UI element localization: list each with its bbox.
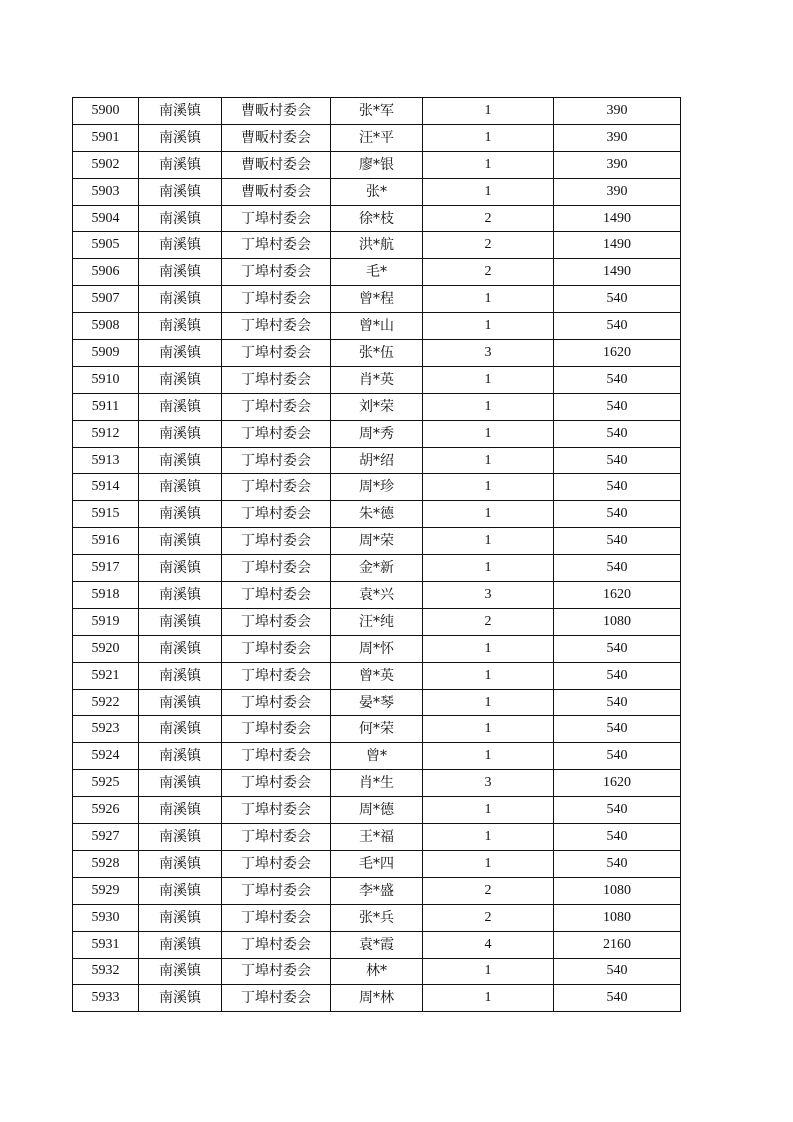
member-count-cell: 1 — [423, 393, 554, 420]
person-name-cell: 周*林 — [331, 985, 423, 1012]
amount-cell: 390 — [554, 151, 681, 178]
town-cell: 南溪镇 — [139, 178, 222, 205]
village-committee-cell: 丁埠村委会 — [222, 205, 331, 232]
table-row — [73, 393, 681, 420]
member-count-cell: 1 — [423, 528, 554, 555]
village-committee-cell: 丁埠村委会 — [222, 286, 331, 313]
member-count-cell: 1 — [423, 850, 554, 877]
table-row — [73, 340, 681, 367]
person-name-cell: 李*盛 — [331, 877, 423, 904]
person-name-cell: 周*德 — [331, 797, 423, 824]
person-name-cell: 周*荣 — [331, 528, 423, 555]
table-row — [73, 420, 681, 447]
amount-cell: 540 — [554, 689, 681, 716]
town-cell: 南溪镇 — [139, 259, 222, 286]
person-name-cell: 胡*绍 — [331, 447, 423, 474]
village-committee-cell: 丁埠村委会 — [222, 528, 331, 555]
member-count-cell: 1 — [423, 635, 554, 662]
serial-number-cell: 5919 — [73, 608, 139, 635]
member-count-cell: 3 — [423, 582, 554, 609]
member-count-cell: 1 — [423, 178, 554, 205]
person-name-cell: 袁*霞 — [331, 931, 423, 958]
table-row — [73, 662, 681, 689]
table-row — [73, 205, 681, 232]
table-row — [73, 689, 681, 716]
member-count-cell: 3 — [423, 340, 554, 367]
town-cell: 南溪镇 — [139, 393, 222, 420]
member-count-cell: 2 — [423, 608, 554, 635]
table-row — [73, 904, 681, 931]
person-name-cell: 张* — [331, 178, 423, 205]
serial-number-cell: 5913 — [73, 447, 139, 474]
member-count-cell: 1 — [423, 985, 554, 1012]
town-cell: 南溪镇 — [139, 528, 222, 555]
table-row — [73, 528, 681, 555]
town-cell: 南溪镇 — [139, 286, 222, 313]
person-name-cell: 袁*兴 — [331, 582, 423, 609]
person-name-cell: 何*荣 — [331, 716, 423, 743]
town-cell: 南溪镇 — [139, 824, 222, 851]
town-cell: 南溪镇 — [139, 716, 222, 743]
member-count-cell: 2 — [423, 877, 554, 904]
amount-cell: 1620 — [554, 582, 681, 609]
table-row — [73, 474, 681, 501]
town-cell: 南溪镇 — [139, 501, 222, 528]
person-name-cell: 周*怀 — [331, 635, 423, 662]
amount-cell: 540 — [554, 743, 681, 770]
amount-cell: 1490 — [554, 232, 681, 259]
table-row — [73, 931, 681, 958]
town-cell: 南溪镇 — [139, 797, 222, 824]
town-cell: 南溪镇 — [139, 662, 222, 689]
town-cell: 南溪镇 — [139, 958, 222, 985]
person-name-cell: 洪*航 — [331, 232, 423, 259]
village-committee-cell: 曹畈村委会 — [222, 178, 331, 205]
member-count-cell: 1 — [423, 151, 554, 178]
amount-cell: 390 — [554, 124, 681, 151]
person-name-cell: 曾*山 — [331, 313, 423, 340]
serial-number-cell: 5912 — [73, 420, 139, 447]
member-count-cell: 1 — [423, 420, 554, 447]
table-row — [73, 313, 681, 340]
person-name-cell: 汪*纯 — [331, 608, 423, 635]
member-count-cell: 2 — [423, 259, 554, 286]
town-cell: 南溪镇 — [139, 608, 222, 635]
member-count-cell: 1 — [423, 313, 554, 340]
member-count-cell: 1 — [423, 447, 554, 474]
serial-number-cell: 5923 — [73, 716, 139, 743]
table-row — [73, 501, 681, 528]
serial-number-cell: 5920 — [73, 635, 139, 662]
village-committee-cell: 丁埠村委会 — [222, 447, 331, 474]
amount-cell: 540 — [554, 850, 681, 877]
town-cell: 南溪镇 — [139, 635, 222, 662]
member-count-cell: 2 — [423, 232, 554, 259]
village-committee-cell: 丁埠村委会 — [222, 743, 331, 770]
serial-number-cell: 5925 — [73, 770, 139, 797]
table-row — [73, 850, 681, 877]
town-cell: 南溪镇 — [139, 420, 222, 447]
serial-number-cell: 5926 — [73, 797, 139, 824]
amount-cell: 1490 — [554, 205, 681, 232]
member-count-cell: 1 — [423, 716, 554, 743]
table-row — [73, 797, 681, 824]
serial-number-cell: 5914 — [73, 474, 139, 501]
town-cell: 南溪镇 — [139, 743, 222, 770]
table-row — [73, 178, 681, 205]
record-table-body — [73, 98, 681, 1012]
village-committee-cell: 丁埠村委会 — [222, 393, 331, 420]
member-count-cell: 1 — [423, 124, 554, 151]
member-count-cell: 1 — [423, 366, 554, 393]
person-name-cell: 徐*枝 — [331, 205, 423, 232]
serial-number-cell: 5922 — [73, 689, 139, 716]
table-row — [73, 877, 681, 904]
member-count-cell: 1 — [423, 555, 554, 582]
serial-number-cell: 5911 — [73, 393, 139, 420]
village-committee-cell: 丁埠村委会 — [222, 824, 331, 851]
serial-number-cell: 5924 — [73, 743, 139, 770]
person-name-cell: 毛* — [331, 259, 423, 286]
serial-number-cell: 5908 — [73, 313, 139, 340]
serial-number-cell: 5910 — [73, 366, 139, 393]
member-count-cell: 1 — [423, 958, 554, 985]
village-committee-cell: 丁埠村委会 — [222, 232, 331, 259]
table-row — [73, 124, 681, 151]
person-name-cell: 周*珍 — [331, 474, 423, 501]
amount-cell: 390 — [554, 178, 681, 205]
town-cell: 南溪镇 — [139, 931, 222, 958]
village-committee-cell: 丁埠村委会 — [222, 340, 331, 367]
member-count-cell: 2 — [423, 904, 554, 931]
table-row — [73, 98, 681, 125]
town-cell: 南溪镇 — [139, 555, 222, 582]
member-count-cell: 1 — [423, 824, 554, 851]
serial-number-cell: 5917 — [73, 555, 139, 582]
town-cell: 南溪镇 — [139, 850, 222, 877]
table-row — [73, 232, 681, 259]
serial-number-cell: 5918 — [73, 582, 139, 609]
village-committee-cell: 丁埠村委会 — [222, 770, 331, 797]
person-name-cell: 曾*英 — [331, 662, 423, 689]
person-name-cell: 张*兵 — [331, 904, 423, 931]
village-committee-cell: 曹畈村委会 — [222, 151, 331, 178]
person-name-cell: 朱*德 — [331, 501, 423, 528]
person-name-cell: 汪*平 — [331, 124, 423, 151]
town-cell: 南溪镇 — [139, 98, 222, 125]
member-count-cell: 1 — [423, 743, 554, 770]
town-cell: 南溪镇 — [139, 232, 222, 259]
town-cell: 南溪镇 — [139, 985, 222, 1012]
serial-number-cell: 5902 — [73, 151, 139, 178]
amount-cell: 540 — [554, 662, 681, 689]
village-committee-cell: 丁埠村委会 — [222, 420, 331, 447]
village-committee-cell: 丁埠村委会 — [222, 797, 331, 824]
record-table — [72, 97, 681, 1012]
amount-cell: 540 — [554, 985, 681, 1012]
serial-number-cell: 5907 — [73, 286, 139, 313]
amount-cell: 390 — [554, 98, 681, 125]
person-name-cell: 廖*银 — [331, 151, 423, 178]
village-committee-cell: 丁埠村委会 — [222, 608, 331, 635]
table-row — [73, 366, 681, 393]
amount-cell: 540 — [554, 474, 681, 501]
table-row — [73, 608, 681, 635]
member-count-cell: 1 — [423, 689, 554, 716]
amount-cell: 540 — [554, 528, 681, 555]
member-count-cell: 1 — [423, 662, 554, 689]
amount-cell: 540 — [554, 501, 681, 528]
amount-cell: 540 — [554, 447, 681, 474]
amount-cell: 540 — [554, 824, 681, 851]
serial-number-cell: 5900 — [73, 98, 139, 125]
person-name-cell: 金*新 — [331, 555, 423, 582]
serial-number-cell: 5915 — [73, 501, 139, 528]
amount-cell: 1490 — [554, 259, 681, 286]
table-row — [73, 286, 681, 313]
village-committee-cell: 丁埠村委会 — [222, 985, 331, 1012]
town-cell: 南溪镇 — [139, 582, 222, 609]
person-name-cell: 肖*英 — [331, 366, 423, 393]
table-row — [73, 770, 681, 797]
person-name-cell: 张*伍 — [331, 340, 423, 367]
serial-number-cell: 5933 — [73, 985, 139, 1012]
person-name-cell: 毛*四 — [331, 850, 423, 877]
person-name-cell: 晏*琴 — [331, 689, 423, 716]
town-cell: 南溪镇 — [139, 366, 222, 393]
village-committee-cell: 丁埠村委会 — [222, 958, 331, 985]
village-committee-cell: 丁埠村委会 — [222, 582, 331, 609]
village-committee-cell: 曹畈村委会 — [222, 124, 331, 151]
person-name-cell: 肖*生 — [331, 770, 423, 797]
amount-cell: 1080 — [554, 877, 681, 904]
table-row — [73, 716, 681, 743]
member-count-cell: 1 — [423, 501, 554, 528]
town-cell: 南溪镇 — [139, 124, 222, 151]
village-committee-cell: 丁埠村委会 — [222, 366, 331, 393]
serial-number-cell: 5931 — [73, 931, 139, 958]
serial-number-cell: 5916 — [73, 528, 139, 555]
serial-number-cell: 5906 — [73, 259, 139, 286]
town-cell: 南溪镇 — [139, 474, 222, 501]
serial-number-cell: 5901 — [73, 124, 139, 151]
person-name-cell: 林* — [331, 958, 423, 985]
amount-cell: 1620 — [554, 770, 681, 797]
member-count-cell: 4 — [423, 931, 554, 958]
town-cell: 南溪镇 — [139, 313, 222, 340]
serial-number-cell: 5909 — [73, 340, 139, 367]
member-count-cell: 1 — [423, 98, 554, 125]
serial-number-cell: 5903 — [73, 178, 139, 205]
member-count-cell: 1 — [423, 474, 554, 501]
table-row — [73, 985, 681, 1012]
village-committee-cell: 丁埠村委会 — [222, 716, 331, 743]
table-row — [73, 151, 681, 178]
town-cell: 南溪镇 — [139, 689, 222, 716]
amount-cell: 1080 — [554, 608, 681, 635]
amount-cell: 540 — [554, 393, 681, 420]
person-name-cell: 曾* — [331, 743, 423, 770]
amount-cell: 540 — [554, 716, 681, 743]
table-row — [73, 635, 681, 662]
member-count-cell: 2 — [423, 205, 554, 232]
town-cell: 南溪镇 — [139, 205, 222, 232]
village-committee-cell: 丁埠村委会 — [222, 877, 331, 904]
serial-number-cell: 5921 — [73, 662, 139, 689]
amount-cell: 540 — [554, 635, 681, 662]
village-committee-cell: 丁埠村委会 — [222, 689, 331, 716]
table-row — [73, 743, 681, 770]
amount-cell: 540 — [554, 286, 681, 313]
village-committee-cell: 曹畈村委会 — [222, 98, 331, 125]
serial-number-cell: 5928 — [73, 850, 139, 877]
amount-cell: 1080 — [554, 904, 681, 931]
member-count-cell: 1 — [423, 797, 554, 824]
serial-number-cell: 5932 — [73, 958, 139, 985]
serial-number-cell: 5930 — [73, 904, 139, 931]
town-cell: 南溪镇 — [139, 151, 222, 178]
village-committee-cell: 丁埠村委会 — [222, 635, 331, 662]
town-cell: 南溪镇 — [139, 770, 222, 797]
table-row — [73, 259, 681, 286]
village-committee-cell: 丁埠村委会 — [222, 474, 331, 501]
serial-number-cell: 5905 — [73, 232, 139, 259]
village-committee-cell: 丁埠村委会 — [222, 850, 331, 877]
member-count-cell: 1 — [423, 286, 554, 313]
amount-cell: 540 — [554, 366, 681, 393]
person-name-cell: 曾*程 — [331, 286, 423, 313]
village-committee-cell: 丁埠村委会 — [222, 259, 331, 286]
serial-number-cell: 5927 — [73, 824, 139, 851]
table-row — [73, 555, 681, 582]
table-row — [73, 447, 681, 474]
person-name-cell: 周*秀 — [331, 420, 423, 447]
person-name-cell: 刘*荣 — [331, 393, 423, 420]
town-cell: 南溪镇 — [139, 447, 222, 474]
table-row — [73, 958, 681, 985]
table-row — [73, 824, 681, 851]
amount-cell: 540 — [554, 555, 681, 582]
village-committee-cell: 丁埠村委会 — [222, 931, 331, 958]
amount-cell: 2160 — [554, 931, 681, 958]
village-committee-cell: 丁埠村委会 — [222, 313, 331, 340]
amount-cell: 540 — [554, 958, 681, 985]
village-committee-cell: 丁埠村委会 — [222, 662, 331, 689]
table-row — [73, 582, 681, 609]
amount-cell: 1620 — [554, 340, 681, 367]
serial-number-cell: 5904 — [73, 205, 139, 232]
village-committee-cell: 丁埠村委会 — [222, 501, 331, 528]
member-count-cell: 3 — [423, 770, 554, 797]
amount-cell: 540 — [554, 420, 681, 447]
town-cell: 南溪镇 — [139, 340, 222, 367]
amount-cell: 540 — [554, 313, 681, 340]
person-name-cell: 张*军 — [331, 98, 423, 125]
person-name-cell: 王*福 — [331, 824, 423, 851]
village-committee-cell: 丁埠村委会 — [222, 555, 331, 582]
village-committee-cell: 丁埠村委会 — [222, 904, 331, 931]
town-cell: 南溪镇 — [139, 877, 222, 904]
serial-number-cell: 5929 — [73, 877, 139, 904]
town-cell: 南溪镇 — [139, 904, 222, 931]
amount-cell: 540 — [554, 797, 681, 824]
